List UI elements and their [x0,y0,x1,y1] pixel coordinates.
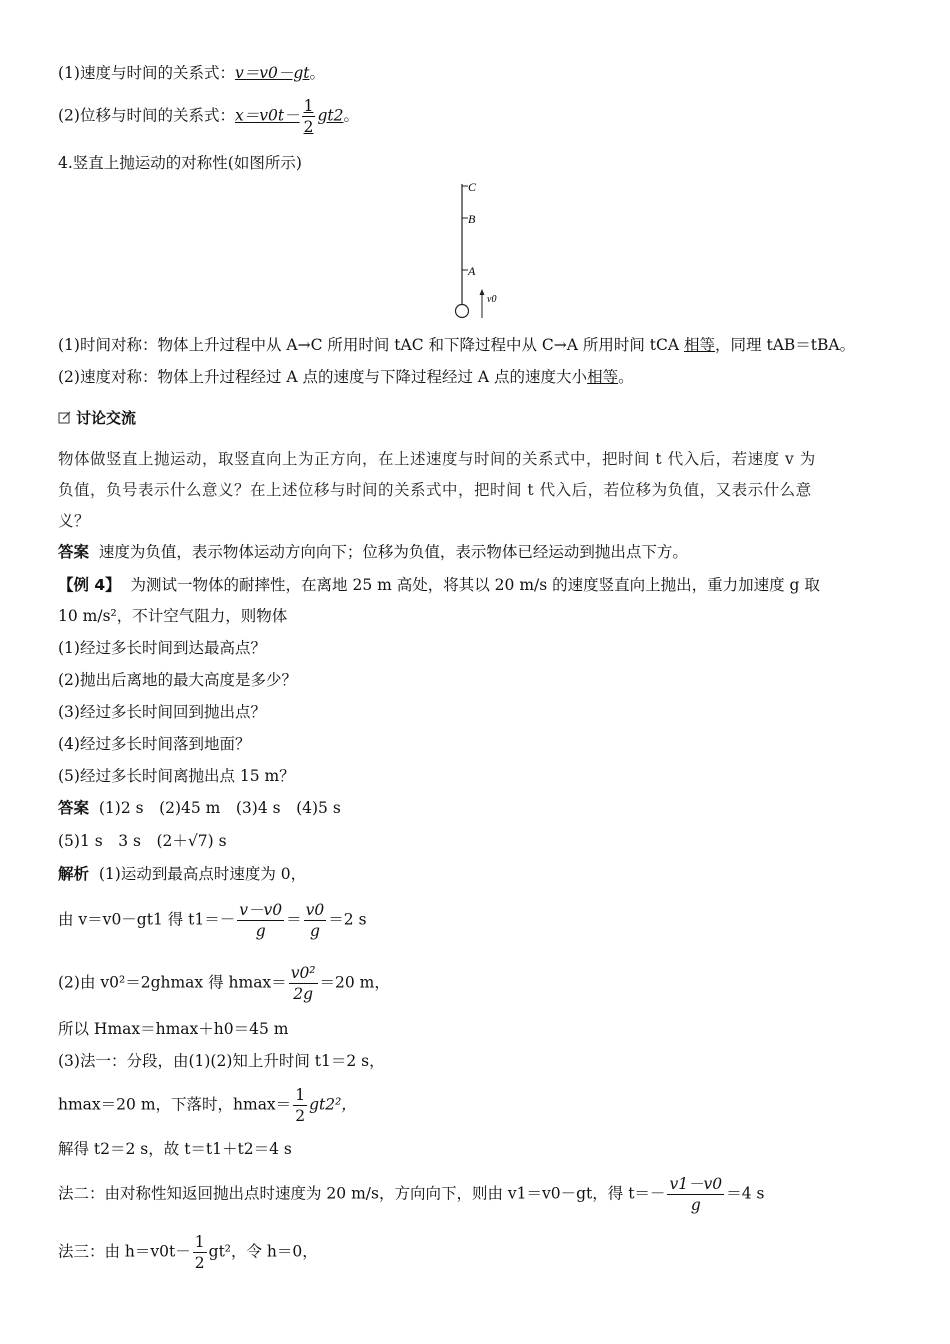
example-line-1 [58,574,820,596]
analysis-line-3 [58,963,390,1004]
discussion-line-1: 物体做竖直上抛运动，取竖直向上为正方向，在上述速度与时间的关系式中，把时间 t 代入后，若速度 v 为 [58,450,816,468]
analysis-label: 解析 [58,865,90,883]
time-symmetry-tail: ，同理 tAB＝tBA。 [715,336,856,354]
label-a: A [468,264,476,278]
discussion-answer [58,541,688,563]
analysis-text-3b: ＝20 m， [319,973,390,992]
fraction-half-3 [193,1232,207,1273]
analysis-line-9 [58,1232,318,1273]
question-4: (4)经过多长时间落到地面？ [58,735,251,753]
question-2: (2)抛出后离地的最大高度是多少？ [58,671,297,689]
frac1-num: v－v0 [239,901,283,919]
label-c: C [468,180,477,194]
analysis-text-6b: gt2²， [309,1095,357,1114]
frac4-num: 1 [295,1086,306,1104]
velocity-symmetry-answer: 相等 [587,368,619,386]
fraction-v1-minus-v0-over-g [667,1174,724,1215]
frac-num: 1 [303,97,314,115]
frac4-den: 2 [295,1107,306,1125]
frac-den: 2 [303,118,314,136]
frac3-den: 2g [293,985,313,1003]
ball [456,305,469,318]
question-5: (5)经过多长时间离抛出点 15 m？ [58,767,295,785]
velocity-suffix: 。 [309,64,326,82]
frac2-den: g [310,922,320,940]
frac5-den: g [690,1196,701,1214]
analysis-text-8a: 法二：由对称性知返回抛出点时速度为 20 m/s，方向向下，则由 v1＝v0－gt，得 t＝－ [58,1184,666,1203]
analysis-text-1: (1)运动到最高点时速度为 0， [98,865,307,883]
displacement-prefix: (2)位移与时间的关系式： [58,106,235,125]
discussion-header [58,407,136,429]
answer-label: 答案 [58,543,90,561]
velocity-formula: v＝v0－gt [234,64,310,82]
fraction-half [302,96,316,137]
example-line-2: 10 m/s²，不计空气阻力，则物体 [58,607,288,625]
velocity-symmetry-text: (2)速度对称：物体上升过程经过 A 点的速度与下降过程经过 A 点的速度大小 [58,368,588,386]
fraction-v-minus-v0-over-g [237,900,284,941]
label-b: B [468,212,476,226]
velocity-prefix: (1)速度与时间的关系式： [58,64,235,82]
example-text-1: 为测试一物体的耐摔性，在离地 25 m 高处，将其以 20 m/s 的速度竖直向上抛出，重力加速度 g 取 [130,576,820,594]
fraction-half-2 [293,1085,307,1126]
discussion-title: 讨论交流 [76,409,137,427]
analysis-text-2c: ＝2 s [328,910,367,929]
answer-text: 速度为负值，表示物体运动方向向下；位移为负值，表示物体已经运动到抛出点下方。 [98,543,688,561]
analysis-line-8 [58,1174,764,1215]
analysis-text-2b: ＝ [286,910,302,929]
answer2-text: (1)2 s (2)45 m (3)4 s (4)5 s [98,799,341,817]
v0-label: v0 [487,294,497,305]
frac6-num: 1 [194,1233,205,1251]
frac5-num: v1－v0 [669,1175,723,1193]
question-3: (3)经过多长时间回到抛出点？ [58,703,266,721]
velocity-formula-line [58,62,325,84]
frac1-den: g [255,922,266,940]
analysis-text-6a: hmax＝20 m，下落时，hmax＝ [58,1095,292,1114]
analysis-line-4: 所以 Hmax＝hmax＋h0＝45 m [58,1020,289,1038]
analysis-text-3a: (2)由 v0²＝2ghmax 得 hmax＝ [58,973,287,992]
analysis-line-6 [58,1085,357,1126]
question-1: (1)经过多长时间到达最高点？ [58,639,266,657]
analysis-text-2a: 由 v＝v0－gt1 得 t1＝－ [58,910,236,929]
analysis-line-1 [58,863,306,885]
velocity-symmetry-tail: 。 [618,368,634,386]
time-symmetry-answer: 相等 [684,336,716,354]
analysis-text-8b: ＝4 s [726,1184,765,1203]
analysis-line-5: (3)法一：分段，由(1)(2)知上升时间 t1＝2 s， [58,1052,385,1070]
example-label: 【例 4】 [58,576,121,594]
example-answer-line-2: (5)1 s 3 s (2＋√7) s [58,832,227,850]
frac3-num: v0² [290,964,316,982]
vertical-throw-figure [440,178,510,323]
displacement-formula-a: x＝v0t－ [234,106,300,125]
velocity-symmetry-line [58,366,634,388]
frac6-den: 2 [194,1254,205,1272]
discussion-line-2: 负值，负号表示什么意义？在上述位移与时间的关系式中，把时间 t 代入后，若位移为负值，又表示什么意 [58,481,812,499]
fraction-v0-over-g [304,900,327,941]
example-answer [58,797,341,819]
edit-icon [58,411,72,425]
analysis-text-9a: 法三：由 h＝v0t－ [58,1242,191,1261]
answer2-label: 答案 [58,799,90,817]
displacement-formula-line [58,96,359,137]
displacement-formula-b: gt2 [317,106,344,125]
analysis-line-7: 解得 t2＝2 s，故 t＝t1＋t2＝4 s [58,1140,292,1158]
time-symmetry-text: (1)时间对称：物体上升过程中从 A→C 所用时间 tAC 和下降过程中从 C→A 所用时间 tCA [58,336,685,354]
analysis-line-2 [58,900,367,941]
section-heading-symmetry: 4.竖直上抛运动的对称性(如图所示) [58,154,302,172]
time-symmetry-line [58,334,855,356]
displacement-suffix: 。 [343,106,359,125]
frac2-num: v0 [305,901,325,919]
analysis-text-9b: gt²，令 h＝0， [208,1242,318,1261]
fraction-v0sq-over-2g [289,963,318,1004]
v0-arrow-head [480,289,485,295]
discussion-line-3: 义？ [58,512,91,530]
